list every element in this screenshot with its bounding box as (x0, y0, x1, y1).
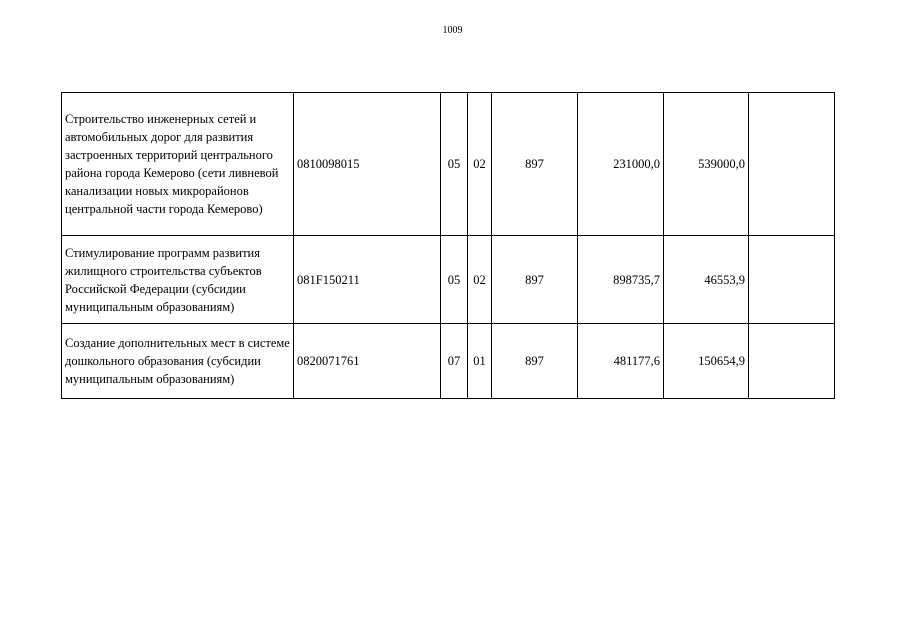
row-grbs-code: 897 (492, 236, 578, 324)
table-row (62, 324, 835, 399)
row-amount-1: 898735,7 (578, 236, 664, 324)
row-amount-2: 46553,9 (664, 236, 749, 324)
row-target-code: 0810098015 (294, 93, 441, 236)
row-description: Строительство инженерных сетей и автомобильных дорог для развития застроенных территорий центрального района города Кемерово (сети ливневой канализации новых микрорайонов центральной части города Кемерово) (62, 93, 294, 236)
row-description: Создание дополнительных мест в системе дошкольного образования (субсидии муниципальным образованиям) (62, 324, 294, 399)
row-amount-1: 231000,0 (578, 93, 664, 236)
row-amount-2: 150654,9 (664, 324, 749, 399)
row-grbs-code: 897 (492, 93, 578, 236)
page-number: 1009 (442, 25, 463, 36)
budget-table (61, 92, 835, 399)
row-subsection: 02 (468, 93, 492, 236)
row-amount-2: 539000,0 (664, 93, 749, 236)
table-row (62, 236, 835, 324)
row-section: 05 (441, 93, 468, 236)
row-target-code: 0820071761 (294, 324, 441, 399)
row-amount-1: 481177,6 (578, 324, 664, 399)
row-subsection: 02 (468, 236, 492, 324)
row-amount-3 (749, 93, 835, 236)
row-section: 05 (441, 236, 468, 324)
row-section: 07 (441, 324, 468, 399)
row-subsection: 01 (468, 324, 492, 399)
row-amount-3 (749, 324, 835, 399)
row-amount-3 (749, 236, 835, 324)
row-target-code: 081F150211 (294, 236, 441, 324)
table-row (62, 93, 835, 236)
row-description: Стимулирование программ развития жилищного строительства субъектов Российской Федерации (субсидии муниципальным образованиям) (62, 236, 294, 324)
row-grbs-code: 897 (492, 324, 578, 399)
